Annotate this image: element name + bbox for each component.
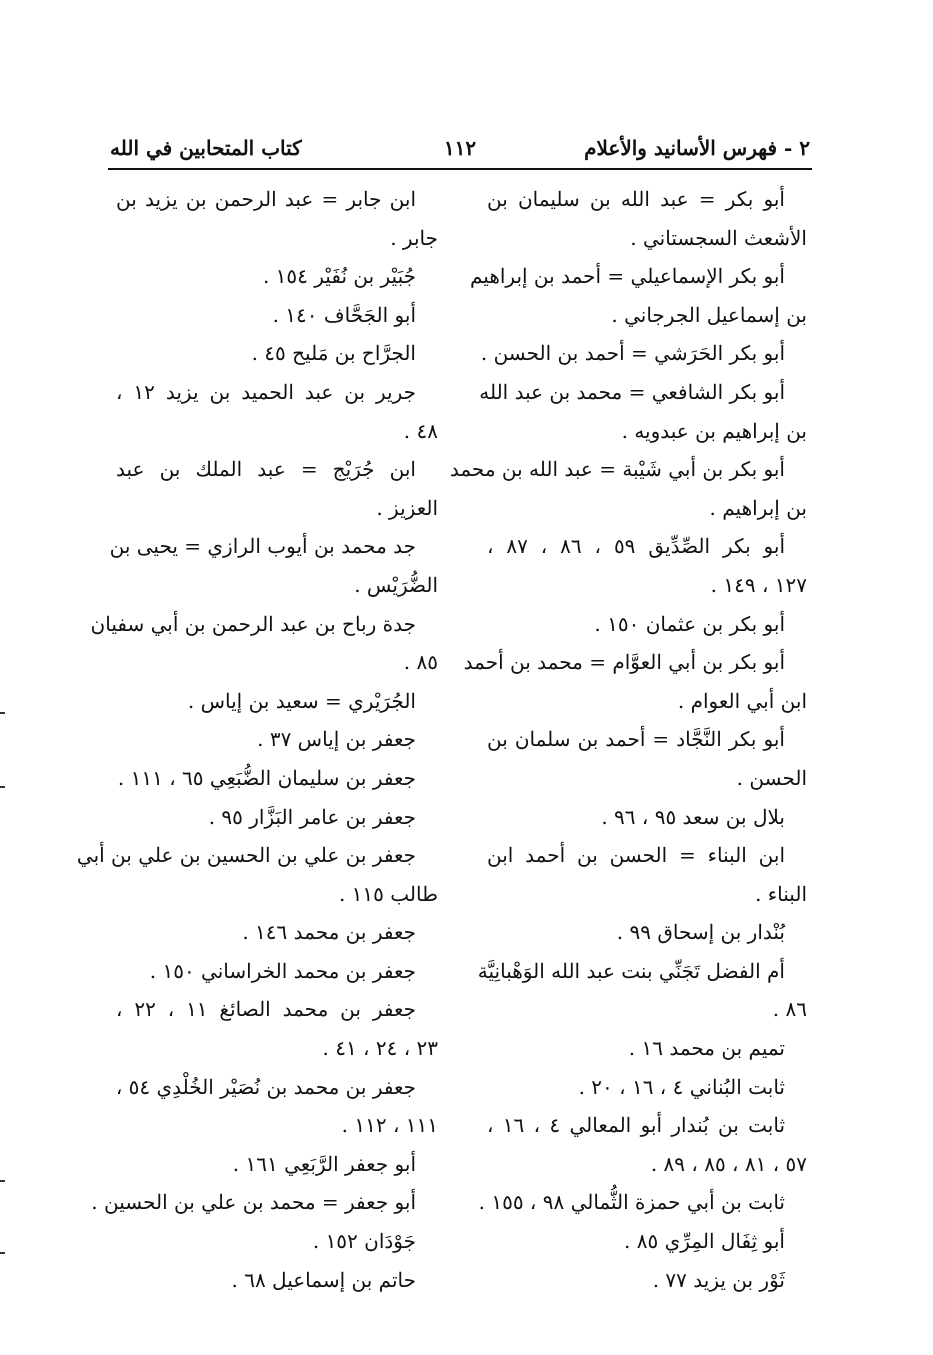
index-line: أبو بكر الصِّدِّيق ٥٩ ، ٨٦ ، ٨٧ ، [487, 534, 786, 559]
index-line: جعفر بن سليمان الضُّبَعِي ٦٥ ، ١١١ . [117, 765, 416, 790]
scan-mark [0, 786, 5, 788]
index-line: جعفر بن محمد ١٤٦ . [242, 920, 416, 945]
index-line: الجرَّاح بن مَليح ٤٥ . [251, 341, 416, 366]
index-line: جعفر بن محمد الصائغ ١١ ، ٢٢ ، [116, 997, 417, 1022]
scan-mark [0, 1180, 5, 1182]
index-line: بلال بن سعد ٩٥ ، ٩٦ . [601, 804, 785, 829]
index-line: ٨٦ . [772, 997, 807, 1022]
index-line: بن إبراهيم . [709, 495, 807, 520]
index-line: جابر . [390, 225, 438, 250]
index-line: جُبَيْر بن نُفَيْر ١٥٤ . [262, 264, 416, 289]
index-line: ٢٣ ، ٢٤ ، ٤١ . [322, 1036, 438, 1061]
index-line: الحسن . [736, 765, 807, 790]
page-number: ١١٢ [443, 136, 477, 160]
book-title: كتاب المتحابين في الله [110, 136, 302, 160]
index-line: جعفر بن محمد الخراساني ١٥٠ . [149, 958, 416, 983]
index-line: جعفر بن عامر البَزَّار ٩٥ . [208, 804, 416, 829]
index-line: طالب ١١٥ . [338, 881, 438, 906]
index-line: أبو بكر = عبد الله بن سليمان بن [487, 187, 785, 211]
index-line: ١١١ ، ١١٢ . [341, 1113, 438, 1138]
index-column-left [76, 180, 438, 1299]
scan-mark [0, 712, 5, 714]
page-header [110, 136, 810, 170]
index-line: جعفر بن محمد بن نُصَيْر الخُلْدِي ٥٤ ، [115, 1074, 416, 1099]
index-line: ابن جُرَيْج = عبد الملك بن عبد [116, 457, 416, 482]
index-line: بُنْدار بن إسحاق ٩٩ . [616, 920, 785, 945]
index-line: أبو جعفر الرَّبَعِي ١٦١ . [232, 1151, 416, 1176]
index-line: ابن أبي العوام . [677, 688, 807, 713]
index-line: الضُّرَيْس . [354, 572, 438, 597]
index-line: جرير بن عبد الحميد بن يزيد ١٢ ، [116, 379, 417, 404]
index-line: أبو الجَحَّاف ١٤٠ . [272, 302, 416, 327]
index-line: العزيز . [376, 495, 438, 520]
index-line: حاتم بن إسماعيل ٦٨ . [231, 1267, 416, 1292]
section-title: ٢ - فهرس الأسانيد والأعلام [584, 136, 810, 160]
index-line: أبو جعفر = محمد بن علي بن الحسين . [91, 1190, 416, 1215]
index-line: ابن البناء = الحسن بن أحمد ابن [487, 843, 785, 868]
index-line: بن إبراهيم بن عبدويه . [621, 418, 807, 443]
index-line: أبو بكر الشافعي = محمد بن عبد الله [479, 379, 785, 404]
index-line: ٤٨ . [403, 418, 438, 443]
index-line: تميم بن محمد ١٦ . [628, 1036, 785, 1061]
index-line: الجُرَيْري = سعيد بن إياس . [187, 688, 416, 713]
index-line: ١٢٧ ، ١٤٩ . [710, 572, 807, 597]
index-line: أبو بكر النَّجَّاد = أحمد بن سلمان بن [487, 727, 785, 752]
index-line: أبو بكر بن أبي شَيْبة = عبد الله بن محمد [449, 457, 785, 482]
index-line: جعفر بن علي بن الحسين بن علي بن أبي [76, 843, 416, 868]
index-line: بن إسماعيل الجرجاني . [611, 302, 807, 327]
index-line: ثابت بن بُندار أبو المعالي ٤ ، ١٦ ، [487, 1113, 786, 1138]
header-rule [108, 168, 812, 170]
index-line: ٨٥ . [403, 650, 438, 675]
index-line: ثابت بن أبي حمزة الثُّمالي ٩٨ ، ١٥٥ . [478, 1190, 785, 1215]
index-line: أبو بكر الإسماعيلي = أحمد بن إبراهيم [469, 264, 785, 289]
index-line: أم الفضل تَجَنِّي بنت عبد الله الوَهْبانِيَّة [477, 958, 785, 983]
scan-mark [0, 1252, 5, 1254]
index-line: أبو بكر الحَرَشي = أحمد بن الحسن . [480, 341, 785, 366]
index-line: ثابت البُناني ٤ ، ١٦ ، ٢٠ . [578, 1074, 785, 1099]
index-line: الأشعث السجستاني . [630, 225, 807, 250]
index-line: أبو ثِفَال المِرِّي ٨٥ . [624, 1229, 785, 1254]
index-line: البناء . [755, 881, 807, 906]
index-line: جد محمد بن أيوب الرازي = يحيى بن [109, 534, 416, 559]
index-line: أبو بكر بن أبي العوَّام = محمد بن أحمد [463, 650, 785, 675]
index-line: ابن جابر = عبد الرحمن بن يزيد بن [116, 187, 416, 211]
index-column-right [449, 180, 807, 1299]
index-line: جعفر بن إياس ٣٧ . [257, 727, 416, 752]
index-line: جَوْدَان ١٥٢ . [312, 1229, 416, 1254]
index-line: ٥٧ ، ٨١ ، ٨٥ ، ٨٩ . [650, 1151, 807, 1176]
index-line: ثَوْر بن يزيد ٧٧ . [652, 1267, 785, 1292]
index-line: جدة رباح بن عبد الرحمن بن أبي سفيان [90, 611, 416, 636]
index-line: أبو بكر بن عثمان ١٥٠ . [594, 611, 785, 636]
